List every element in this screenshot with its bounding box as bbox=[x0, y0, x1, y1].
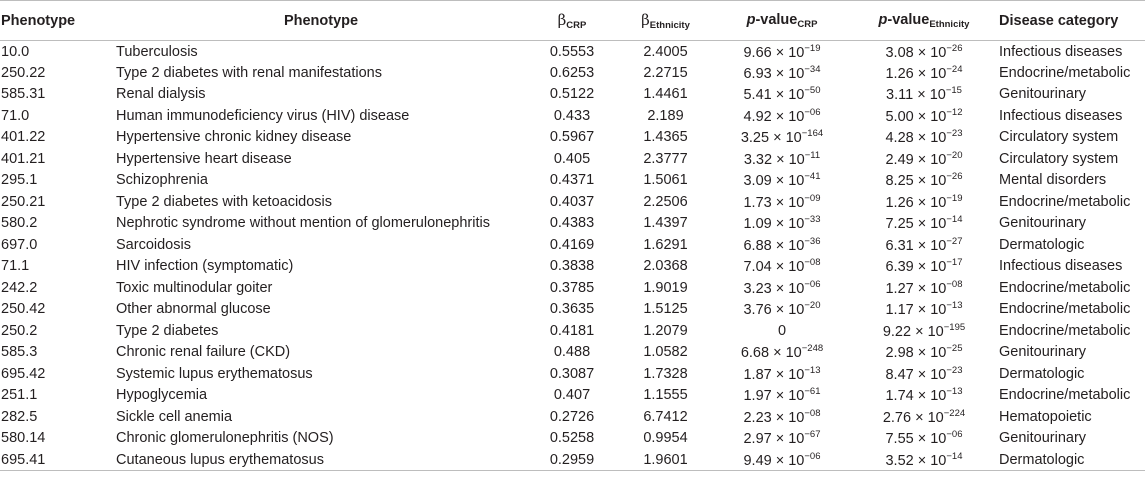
pvalue-crp-cell: $2.97 \times 10^{-67}$ bbox=[743, 429, 821, 448]
beta-crp-cell: 0.488 bbox=[553, 344, 591, 361]
beta-crp-cell: 0.3785 bbox=[549, 279, 595, 296]
phenotype-name-cell: Tuberculosis bbox=[116, 43, 198, 60]
disease-category-cell: Circulatory system bbox=[999, 129, 1119, 146]
pvalue-ethnicity-exponent: −195 bbox=[943, 321, 966, 333]
pvalue-ethnicity-cell: $6.31 \times 10^{-27}$ bbox=[885, 235, 963, 254]
disease-category-cell: Genitourinary bbox=[999, 344, 1087, 361]
phenotype-code-cell: 242.2 bbox=[1, 279, 38, 296]
pvalue-crp-mantissa: 5.41 bbox=[743, 87, 772, 104]
beta-crp-cell: 0.407 bbox=[553, 387, 591, 404]
pvalue-ethnicity-cell: $2.98 \times 10^{-25}$ bbox=[885, 343, 963, 362]
beta-ethnicity-cell: 1.5061 bbox=[643, 172, 688, 189]
beta-symbol: β bbox=[641, 10, 650, 29]
pvalue-crp-exponent: −06 bbox=[804, 278, 821, 290]
pvalue-ethnicity-mantissa: 1.26 bbox=[885, 194, 914, 211]
pvalue-crp-exponent: −164 bbox=[801, 128, 824, 140]
disease-category-cell: Genitourinary bbox=[999, 215, 1087, 232]
pvalue-ethnicity-mantissa: 4.28 bbox=[885, 130, 914, 147]
beta-crp-cell: 0.4371 bbox=[549, 172, 595, 189]
pvalue-crp-exponent: −11 bbox=[804, 149, 821, 161]
phenotype-name-cell: Type 2 diabetes with renal manifestations bbox=[116, 64, 382, 81]
pvalue-ethnicity-exponent: −27 bbox=[946, 235, 963, 247]
disease-category-cell: Infectious diseases bbox=[999, 107, 1123, 124]
pvalue-crp-cell: $1.73 \times 10^{-09}$ bbox=[743, 192, 821, 211]
pvalue-crp-exponent: −06 bbox=[804, 450, 821, 462]
pvalue-crp-mantissa: 1.09 bbox=[743, 216, 772, 233]
pvalue-ethnicity-mantissa: 1.26 bbox=[885, 65, 914, 82]
phenotype-name-cell: Type 2 diabetes bbox=[116, 322, 219, 339]
phenotype-name-cell: Renal dialysis bbox=[116, 86, 206, 103]
phenotype-code-cell: 250.42 bbox=[1, 301, 46, 318]
phenotype-name-cell: Type 2 diabetes with ketoacidosis bbox=[116, 193, 333, 210]
table-row bbox=[0, 148, 1145, 170]
pvalue-ethnicity-exponent: −24 bbox=[946, 63, 963, 75]
phenotype-name-cell: HIV infection (symptomatic) bbox=[116, 258, 294, 275]
pvalue-ethnicity-exponent: −14 bbox=[946, 450, 963, 462]
disease-category-cell: Genitourinary bbox=[999, 86, 1087, 103]
pvalue-crp-cell: $3.32 \times 10^{-11}$ bbox=[743, 149, 821, 168]
beta-crp-cell: 0.2726 bbox=[549, 408, 595, 425]
pvalue-crp-exponent: −248 bbox=[801, 343, 824, 355]
beta-crp-cell: 0.4181 bbox=[549, 322, 595, 339]
pvalue-ethnicity-cell: $9.22 \times 10^{-195}$ bbox=[882, 321, 966, 340]
beta-ethnicity-cell: 1.7328 bbox=[643, 365, 688, 382]
pvalue-crp-mantissa: 1.73 bbox=[743, 194, 772, 211]
phenotype-code-cell: 250.22 bbox=[1, 64, 46, 81]
beta-ethnicity-cell: 2.189 bbox=[647, 107, 684, 124]
pvalue-ethnicity-exponent: −19 bbox=[946, 192, 963, 204]
beta-crp-cell: 0.3838 bbox=[549, 258, 595, 275]
beta-crp-cell: 0.2959 bbox=[526, 449, 618, 471]
table-row bbox=[0, 170, 1145, 192]
pvalue-crp-cell: $3.23 \times 10^{-06}$ bbox=[743, 278, 821, 297]
beta-ethnicity-cell: 1.9601 bbox=[618, 449, 713, 471]
pvalue-ethnicity-exponent: −06 bbox=[946, 429, 963, 441]
pvalue-ethnicity-exponent: −23 bbox=[946, 128, 963, 140]
table-row bbox=[0, 320, 1145, 342]
pvalue-ethnicity-cell: $1.26 \times 10^{-19}$ bbox=[885, 192, 963, 211]
pvalue-crp-cell: $6.88 \times 10^{-36}$ bbox=[743, 235, 821, 254]
disease-category-cell: Endocrine/metabolic bbox=[999, 301, 1131, 318]
table-row bbox=[0, 62, 1145, 84]
pvalue-ethnicity-cell: $2.76 \times 10^{-224}$ bbox=[882, 407, 966, 426]
pvalue-ethnicity-mantissa: 9.22 bbox=[882, 323, 912, 340]
pvalue-ethnicity-cell: $2.49 \times 10^{-20}$ bbox=[885, 149, 963, 168]
disease-category-cell: Endocrine/metabolic bbox=[999, 387, 1131, 404]
beta-ethnicity-cell: 6.7412 bbox=[643, 408, 688, 425]
table-row bbox=[0, 449, 1145, 471]
pvalue-crp-mantissa: 0 bbox=[777, 322, 787, 339]
phenotype-code-cell: 401.21 bbox=[1, 150, 46, 167]
pvalue-ethnicity-exponent: −26 bbox=[946, 171, 963, 183]
pvalue-crp-exponent: −36 bbox=[804, 235, 821, 247]
phenotype-name-cell: Hypoglycemia bbox=[116, 387, 208, 404]
table-row bbox=[0, 277, 1145, 299]
beta-ethnicity-cell: 2.4005 bbox=[643, 43, 688, 60]
pvalue-ethnicity-exponent: −13 bbox=[946, 386, 963, 398]
phenotype-name-cell: Hypertensive chronic kidney disease bbox=[116, 129, 352, 146]
pvalue-crp-cell: $6.68 \times 10^{-248}$ bbox=[740, 343, 824, 362]
pvalue-crp-exponent: −08 bbox=[804, 257, 821, 269]
beta-symbol: β bbox=[557, 10, 567, 29]
beta-ethnicity-cell: 1.4397 bbox=[643, 215, 688, 232]
disease-category-cell: Infectious diseases bbox=[999, 258, 1123, 275]
disease-category-cell: Endocrine/metabolic bbox=[999, 64, 1131, 81]
table-row bbox=[0, 127, 1145, 149]
pvalue-ethnicity-cell: $4.28 \times 10^{-23}$ bbox=[885, 128, 963, 147]
disease-category-cell: Dermatologic bbox=[999, 365, 1085, 382]
phenotype-name-cell: Hypertensive heart disease bbox=[116, 150, 292, 167]
pvalue-ethnicity-exponent: −26 bbox=[946, 42, 963, 54]
pvalue-crp-cell: $2.23 \times 10^{-08}$ bbox=[743, 407, 821, 426]
pvalue-crp-cell: $4.92 \times 10^{-06}$ bbox=[743, 106, 821, 125]
table-row bbox=[0, 406, 1145, 428]
disease-category-cell: Genitourinary bbox=[999, 430, 1087, 447]
pvalue-crp-mantissa: 3.09 bbox=[743, 173, 772, 190]
beta-crp-cell: 0.3635 bbox=[549, 301, 595, 318]
pvalue-ethnicity-mantissa: 2.49 bbox=[885, 151, 914, 168]
beta-crp-cell: 0.5967 bbox=[549, 129, 595, 146]
value-word: -value bbox=[755, 11, 798, 28]
phenotype-code-cell: 10.0 bbox=[1, 43, 30, 60]
pvalue-crp-exponent: −20 bbox=[804, 300, 821, 312]
beta-ethnicity-cell: 2.3777 bbox=[643, 150, 688, 167]
table-row bbox=[0, 385, 1145, 407]
pvalue-ethnicity-exponent: −12 bbox=[946, 106, 963, 118]
pvalue-ethnicity-cell: $1.74 \times 10^{-13}$ bbox=[885, 386, 963, 405]
header-phenotype-name: Phenotype bbox=[116, 1, 526, 41]
beta-crp-cell: 0.5122 bbox=[549, 86, 595, 103]
phenotype-code-cell: 250.21 bbox=[1, 193, 46, 210]
table-row bbox=[0, 41, 1145, 63]
phenotype-name-cell: Schizophrenia bbox=[116, 172, 208, 189]
pvalue-ethnicity-mantissa: 6.39 bbox=[885, 259, 914, 276]
pvalue-ethnicity-cell: $1.17 \times 10^{-13}$ bbox=[885, 300, 963, 319]
table-row bbox=[0, 256, 1145, 278]
phenotype-name-cell: Systemic lupus erythematosus bbox=[116, 365, 313, 382]
pvalue-crp-mantissa: 9.66 bbox=[743, 44, 772, 61]
pvalue-ethnicity-exponent: −23 bbox=[946, 364, 963, 376]
pvalue-ethnicity-cell: $5.00 \times 10^{-12}$ bbox=[885, 106, 963, 125]
pvalue-ethnicity-mantissa: 3.08 bbox=[885, 44, 914, 61]
pvalue-crp-mantissa: 3.32 bbox=[743, 151, 773, 168]
pvalue-ethnicity-cell: $3.08 \times 10^{-26}$ bbox=[885, 42, 963, 61]
pvalue-ethnicity-exponent: −08 bbox=[946, 278, 963, 290]
phenotype-code-cell: 585.3 bbox=[1, 344, 38, 361]
beta-ethnicity-cell: 1.4365 bbox=[643, 129, 688, 146]
pvalue-ethnicity-exponent: −14 bbox=[946, 214, 963, 226]
pvalue-crp-mantissa: 6.68 bbox=[740, 345, 770, 362]
header-phenotype-code: Phenotype bbox=[0, 1, 116, 41]
table-row bbox=[0, 428, 1145, 450]
table-row bbox=[0, 363, 1145, 385]
pvalue-ethnicity-cell: $8.47 \times 10^{-23}$ bbox=[885, 364, 963, 383]
pvalue-ethnicity-cell: $1.26 \times 10^{-24}$ bbox=[885, 63, 963, 82]
pvalue-ethnicity-exponent: −25 bbox=[946, 343, 963, 355]
beta-ethnicity-cell: 1.4461 bbox=[643, 86, 688, 103]
header-disease-category: Disease category bbox=[997, 1, 1145, 41]
pvalue-ethnicity-cell: $3.11 \times 10^{-15}$ bbox=[886, 85, 962, 104]
beta-ethnicity-cell: 0.9954 bbox=[643, 430, 688, 447]
phenotype-name-cell: Chronic renal failure (CKD) bbox=[116, 344, 291, 361]
phenotype-code-cell: 401.22 bbox=[1, 129, 46, 146]
pvalue-ethnicity-mantissa: 3.52 bbox=[885, 452, 914, 469]
pvalue-ethnicity-mantissa: 8.47 bbox=[885, 366, 914, 383]
pvalue-crp-cell: $1.09 \times 10^{-33}$ bbox=[743, 214, 821, 233]
pvalue-crp-exponent: −09 bbox=[804, 192, 821, 204]
table-row bbox=[0, 342, 1145, 364]
beta-ethnicity-cell: 2.0368 bbox=[643, 258, 688, 275]
header-pvalue-ethnicity bbox=[851, 1, 997, 41]
phenotype-code-cell: 295.1 bbox=[1, 172, 38, 189]
pvalue-crp-mantissa: 2.23 bbox=[743, 409, 772, 426]
pvalue-ethnicity-mantissa: 3.11 bbox=[886, 87, 914, 104]
table-row bbox=[0, 299, 1145, 321]
pvalue-crp-mantissa: 3.76 bbox=[743, 302, 772, 319]
phenotype-code-cell: 695.41 bbox=[0, 449, 116, 471]
phenotype-name-cell: Nephrotic syndrome without mention of glomerulonephritis bbox=[116, 215, 490, 232]
disease-category-cell: Infectious diseases bbox=[999, 43, 1123, 60]
pvalue-crp-exponent: −08 bbox=[804, 407, 821, 419]
pvalue-crp-exponent: −67 bbox=[804, 429, 821, 441]
table-header-row bbox=[0, 1, 1145, 41]
pvalue-crp-cell: $5.41 \times 10^{-50}$ bbox=[743, 85, 821, 104]
beta-crp-cell: 0.4037 bbox=[549, 193, 595, 210]
beta-ethnicity-subscript: Ethnicity bbox=[649, 19, 690, 31]
pvalue-crp-cell: $1.87 \times 10^{-13}$ bbox=[743, 364, 821, 383]
pvalue-ethnicity-cell: $7.25 \times 10^{-14}$ bbox=[885, 214, 963, 233]
pvalue-crp-subscript: CRP bbox=[797, 18, 818, 30]
phenotype-code-cell: 585.31 bbox=[1, 86, 46, 103]
pvalue-ethnicity-exponent: −224 bbox=[943, 407, 966, 419]
phenotype-name-cell: Human immunodeficiency virus (HIV) disease bbox=[116, 107, 410, 124]
disease-category-cell: Dermatologic bbox=[999, 236, 1085, 253]
pvalue-crp-cell bbox=[713, 320, 851, 342]
pvalue-crp-mantissa: 9.49 bbox=[743, 452, 772, 469]
phenotype-code-cell: 71.1 bbox=[1, 258, 30, 275]
disease-category-cell: Mental disorders bbox=[999, 172, 1107, 189]
pvalue-ethnicity-exponent: −17 bbox=[946, 257, 963, 269]
beta-crp-cell: 0.6253 bbox=[549, 64, 595, 81]
pvalue-ethnicity-cell: $7.55 \times 10^{-06}$ bbox=[885, 429, 963, 448]
pvalue-crp-cell: $1.97 \times 10^{-61}$ bbox=[743, 386, 821, 405]
disease-category-cell: Hematopoietic bbox=[999, 408, 1092, 425]
beta-crp-cell: 0.4169 bbox=[549, 236, 595, 253]
pvalue-ethnicity-exponent: −20 bbox=[946, 149, 963, 161]
pvalue-crp-cell: $6.93 \times 10^{-34}$ bbox=[743, 63, 821, 82]
beta-ethnicity-cell: 2.2715 bbox=[643, 64, 688, 81]
phenotype-name-cell: Sickle cell anemia bbox=[116, 408, 233, 425]
beta-crp-cell: 0.405 bbox=[553, 150, 591, 167]
beta-ethnicity-cell: 1.6291 bbox=[643, 236, 688, 253]
pvalue-crp-mantissa: 2.97 bbox=[743, 431, 772, 448]
pvalue-crp-mantissa: 4.92 bbox=[743, 108, 772, 125]
beta-crp-subscript: CRP bbox=[566, 19, 587, 31]
pvalue-crp-exponent: −13 bbox=[804, 364, 821, 376]
pvalue-crp-cell: $9.66 \times 10^{-19}$ bbox=[743, 42, 821, 61]
table-row bbox=[0, 234, 1145, 256]
phenotype-code-cell: 251.1 bbox=[1, 387, 38, 404]
pvalue-ethnicity-mantissa: 8.25 bbox=[885, 173, 914, 190]
pvalue-crp-exponent: −19 bbox=[804, 42, 821, 54]
phenotype-code-cell: 71.0 bbox=[1, 107, 30, 124]
pvalue-ethnicity-mantissa: 7.55 bbox=[885, 431, 914, 448]
table-row bbox=[0, 213, 1145, 235]
pvalue-ethnicity-cell: $6.39 \times 10^{-17}$ bbox=[885, 257, 963, 276]
beta-crp-cell: 0.4383 bbox=[549, 215, 595, 232]
pvalue-ethnicity-mantissa: 6.31 bbox=[885, 237, 914, 254]
pvalue-crp-cell: $7.04 \times 10^{-08}$ bbox=[743, 257, 821, 276]
pvalue-crp-exponent: −41 bbox=[804, 171, 821, 183]
p-letter: p bbox=[746, 11, 756, 28]
pvalue-crp-exponent: −50 bbox=[804, 85, 821, 97]
phenotype-name-cell: Sarcoidosis bbox=[116, 236, 191, 253]
beta-ethnicity-cell: 1.9019 bbox=[643, 279, 688, 296]
disease-category-cell: Endocrine/metabolic bbox=[999, 322, 1131, 339]
pvalue-crp-cell: $3.76 \times 10^{-20}$ bbox=[743, 300, 821, 319]
phenotype-code-cell: 282.5 bbox=[1, 408, 38, 425]
pvalue-ethnicity-mantissa: 1.27 bbox=[885, 280, 914, 297]
pvalue-crp-mantissa: 3.23 bbox=[743, 280, 772, 297]
disease-category-cell: Endocrine/metabolic bbox=[999, 193, 1131, 210]
beta-ethnicity-cell: 1.1555 bbox=[643, 387, 688, 404]
pvalue-ethnicity-exponent: −13 bbox=[946, 300, 963, 312]
pvalue-ethnicity-mantissa: 2.98 bbox=[885, 345, 914, 362]
phenotype-name-cell: Cutaneous lupus erythematosus bbox=[116, 449, 526, 471]
pvalue-crp-mantissa: 1.97 bbox=[743, 388, 772, 405]
value-word: -value bbox=[887, 11, 930, 28]
pvalue-crp-exponent: −33 bbox=[804, 214, 821, 226]
beta-crp-cell: 0.433 bbox=[553, 107, 591, 124]
p-letter: p bbox=[878, 11, 888, 28]
phenotype-code-cell: 697.0 bbox=[1, 236, 38, 253]
pvalue-ethnicity-cell: $8.25 \times 10^{-26}$ bbox=[885, 171, 963, 190]
pvalue-crp-exponent: −34 bbox=[804, 63, 821, 75]
pvalue-ethnicity-mantissa: 5.00 bbox=[885, 108, 914, 125]
beta-crp-cell: 0.3087 bbox=[549, 365, 595, 382]
phenotype-code-cell: 580.2 bbox=[1, 215, 38, 232]
pvalue-crp-mantissa: 3.25 bbox=[740, 130, 770, 147]
pvalue-crp-exponent: −61 bbox=[804, 386, 821, 398]
pvalue-crp-mantissa: 1.87 bbox=[743, 366, 772, 383]
pvalue-crp-mantissa: 7.04 bbox=[743, 259, 772, 276]
phenotype-code-cell: 250.2 bbox=[1, 322, 38, 339]
header-pvalue-crp bbox=[713, 1, 851, 41]
phenotype-name-cell: Toxic multinodular goiter bbox=[116, 279, 273, 296]
pvalue-ethnicity-mantissa: 1.74 bbox=[885, 388, 914, 405]
pvalue-crp-cell: $3.09 \times 10^{-41}$ bbox=[743, 171, 821, 190]
beta-ethnicity-cell: 2.2506 bbox=[643, 193, 688, 210]
pvalue-ethnicity-mantissa: 7.25 bbox=[885, 216, 914, 233]
pvalue-ethnicity-cell: $3.52 \times 10^{-14}$ bbox=[851, 449, 997, 471]
beta-ethnicity-cell: 1.0582 bbox=[643, 344, 688, 361]
table-body bbox=[0, 41, 1145, 471]
beta-crp-cell: 0.5258 bbox=[549, 430, 595, 447]
pvalue-crp-cell: $9.49 \times 10^{-06}$ bbox=[713, 449, 851, 471]
table-row bbox=[0, 84, 1145, 106]
beta-crp-cell: 0.5553 bbox=[549, 43, 595, 60]
phenotype-code-cell: 695.42 bbox=[1, 365, 46, 382]
pvalue-ethnicity-exponent: −15 bbox=[945, 85, 962, 97]
header-beta-ethnicity bbox=[618, 1, 713, 41]
table-row bbox=[0, 191, 1145, 213]
disease-category-cell: Endocrine/metabolic bbox=[999, 279, 1131, 296]
pvalue-ethnicity-mantissa: 1.17 bbox=[885, 302, 914, 319]
phenotype-name-cell: Chronic glomerulonephritis (NOS) bbox=[116, 430, 334, 447]
pvalue-ethnicity-cell: $1.27 \times 10^{-08}$ bbox=[885, 278, 963, 297]
pvalue-ethnicity-mantissa: 2.76 bbox=[882, 409, 912, 426]
disease-category-cell: Circulatory system bbox=[999, 150, 1119, 167]
pvalue-crp-exponent: −06 bbox=[804, 106, 821, 118]
table-row bbox=[0, 105, 1145, 127]
pvalue-crp-mantissa: 6.88 bbox=[743, 237, 772, 254]
pvalue-crp-cell: $3.25 \times 10^{-164}$ bbox=[740, 128, 824, 147]
phenotype-name-cell: Other abnormal glucose bbox=[116, 301, 271, 318]
beta-ethnicity-cell: 1.2079 bbox=[643, 322, 688, 339]
phenotype-code-cell: 580.14 bbox=[1, 430, 46, 447]
beta-ethnicity-cell: 1.5125 bbox=[643, 301, 688, 318]
disease-category-cell: Dermatologic bbox=[997, 449, 1145, 471]
pvalue-ethnicity-subscript: Ethnicity bbox=[929, 18, 970, 30]
pvalue-crp-mantissa: 6.93 bbox=[743, 65, 772, 82]
header-beta-crp bbox=[526, 1, 618, 41]
